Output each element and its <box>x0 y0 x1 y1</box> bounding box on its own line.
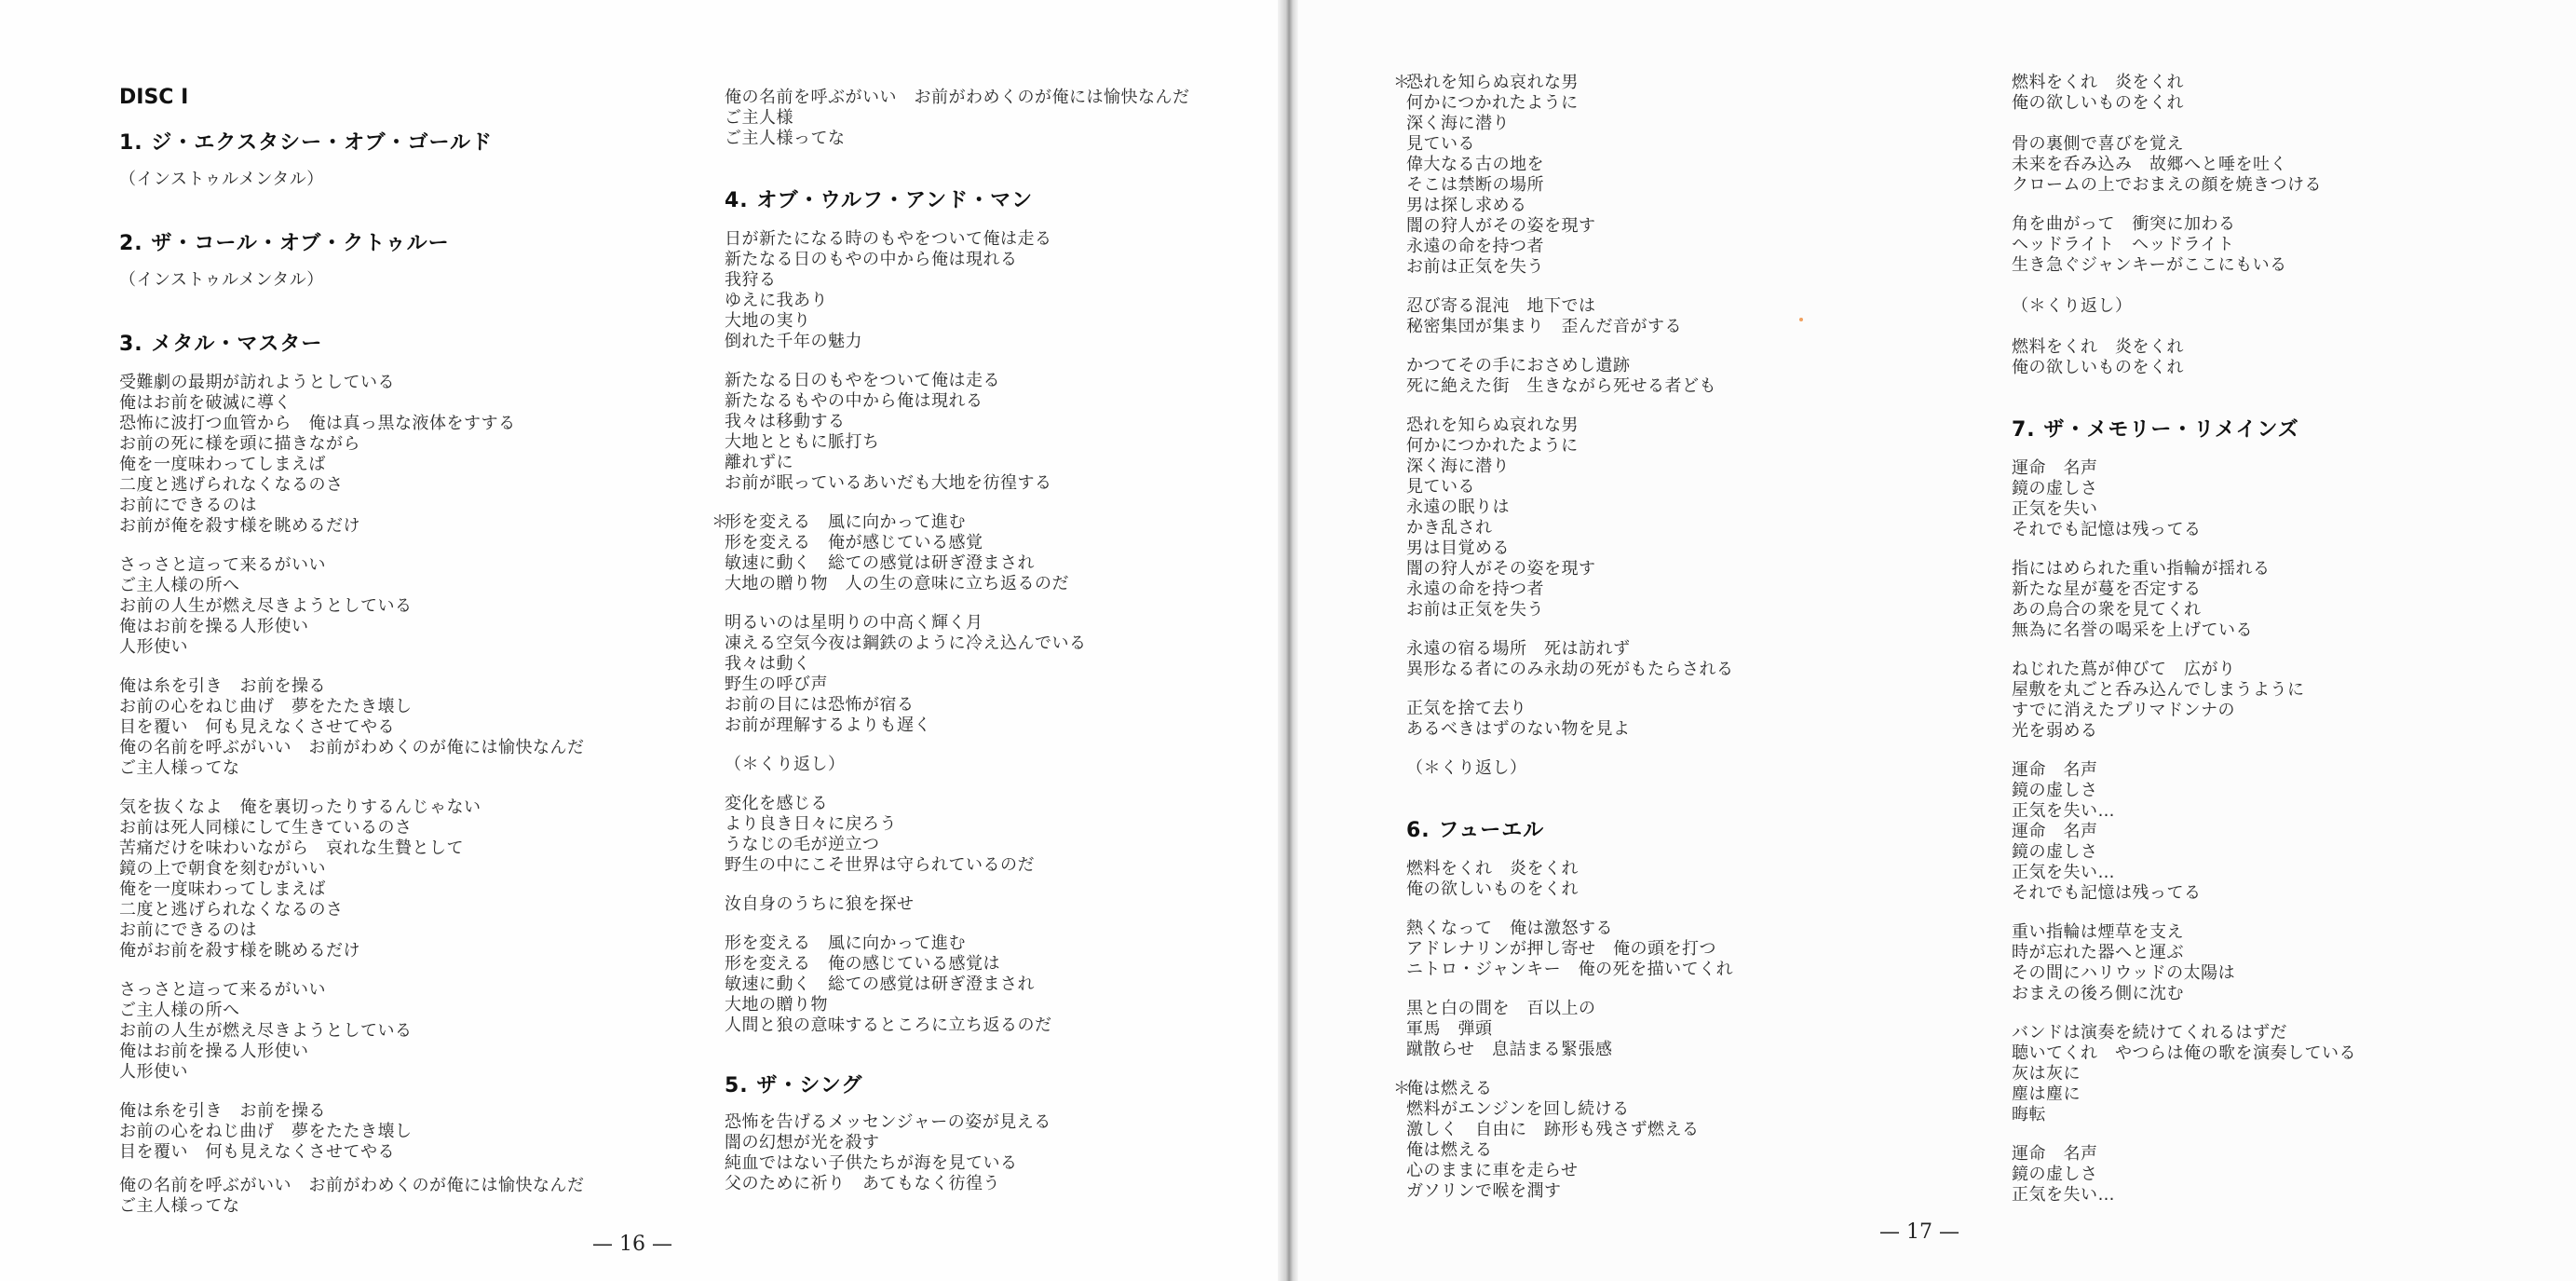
lyric-line: 受難劇の最期が訪れようとしている <box>119 373 395 392</box>
lyric-line: 心のままに車を走らせ <box>1406 1161 1579 1180</box>
lyric-line: ご主人様の所へ <box>119 1001 240 1020</box>
lyric-line: 正気を失い <box>2012 499 2098 519</box>
lyric-line: お前にできるのは <box>119 496 257 515</box>
lyric-line: 熱くなって 俺は激怒する <box>1406 919 1613 938</box>
lyric-line: 角を曲がって 衝突に加わる <box>2012 214 2236 234</box>
lyric-line: 日が新たになる時のもやをついて俺は走る <box>725 229 1052 249</box>
lyric-line: 闇の狩人がその姿を現す <box>1406 216 1596 236</box>
lyric-line: 男は目覚める <box>1406 538 1510 558</box>
lyric-line: 塵は塵に <box>2012 1084 2081 1104</box>
lyric-line: お前の目には恐怖が宿る <box>725 695 915 715</box>
book-spine-fold <box>1278 0 1298 1281</box>
track-heading-4: 4. オブ・ウルフ・アンド・マン <box>725 189 1034 212</box>
lyric-line-starred <box>1393 1079 1493 1099</box>
lyric-line: 指にはめられた重い指輪が揺れる <box>2012 559 2271 579</box>
lyric-line: 目を覆い 何も見えなくさせてやる <box>119 717 395 737</box>
lyric-line: 永遠の宿る場所 死は訪れず <box>1406 639 1631 659</box>
lyric-line: 明るいのは星明りの中高く輝く月 <box>725 613 983 633</box>
lyric-line: 蹴散らせ 息詰まる緊張感 <box>1406 1040 1613 1059</box>
lyric-line: 大地とともに脈打ち <box>725 432 880 452</box>
lyric-line: ご主人様ってな <box>119 758 240 778</box>
lyric-line: 大地の実り <box>725 311 811 331</box>
lyric-line: お前は正気を失う <box>1406 600 1544 620</box>
lyric-line: 父のために祈り あてもなく彷徨う <box>725 1174 1000 1193</box>
repeat-note: （＊くり返し） <box>725 755 846 774</box>
lyric-line: お前の心をねじ曲げ 夢をたたき壊し <box>119 1122 413 1141</box>
lyric-text: 形を変える 風に向かって進む <box>725 512 966 532</box>
lyric-line: 時が忘れた器へと運ぶ <box>2012 943 2184 962</box>
page-number-left: — 16 — <box>592 1233 672 1256</box>
lyric-line: ご主人様の所へ <box>119 576 240 595</box>
track-heading-6: 6. フューエル <box>1406 819 1545 842</box>
lyric-text: 恐れを知らぬ哀れな男 <box>1406 73 1579 92</box>
lyric-line: 汝自身のうちに狼を探せ <box>725 894 915 914</box>
lyric-line: 俺を一度味わってしまえば <box>119 455 326 474</box>
lyric-line: さっさと這って来るがいい <box>119 555 326 575</box>
lyric-line: それでも記憶は残ってる <box>2012 520 2202 539</box>
lyric-line: お前にできるのは <box>119 920 257 940</box>
lyric-line: 俺の欲しいものをくれ <box>2012 358 2184 377</box>
lyric-line: 俺は糸を引き お前を操る <box>119 676 326 696</box>
lyric-line: ヘッドライト ヘッドライト <box>2012 235 2235 254</box>
lyric-line: 重い指輪は煙草を支え <box>2012 922 2184 942</box>
lyric-line: 屋敷を丸ごと呑み込んでしまうように <box>2012 680 2305 700</box>
lyric-line: お前が眠っているあいだも大地を彷徨する <box>725 473 1052 493</box>
lyric-line: ねじれた蔦が伸びて 広がり <box>2012 660 2236 679</box>
lyric-line: ご主人様ってな <box>119 1196 240 1216</box>
lyric-line: 我々は移動する <box>725 412 846 431</box>
lyric-line: お前は正気を失う <box>1406 257 1544 277</box>
track-heading-3: 3. メタル・マスター <box>119 333 323 356</box>
lyric-line: 正気を失い… <box>2012 1185 2115 1205</box>
lyric-line: すでに消えたプリマドンナの <box>2012 701 2235 720</box>
lyric-line: クロームの上でおまえの顔を焼きつける <box>2012 175 2322 195</box>
lyric-line: 倒れた千年の魅力 <box>725 332 862 351</box>
track-note-1: （インストゥルメンタル） <box>119 170 324 189</box>
lyric-line: 苦痛だけを味わいながら 哀れな生贄として <box>119 838 464 858</box>
lyric-line: 野生の中にこそ世界は守られているのだ <box>725 855 1035 875</box>
lyric-line: 何かにつかれたように <box>1406 436 1579 456</box>
lyric-line: 形を変える 俺の感じている感覚は <box>725 954 1000 974</box>
lyric-line: 骨の裏側で喜びを覚え <box>2012 134 2184 154</box>
lyric-line: うなじの毛が逆立つ <box>725 835 880 854</box>
lyric-line: 正気を失い… <box>2012 863 2115 882</box>
lyric-line: 俺の名前を呼ぶがいい お前がわめくのが俺には愉快なんだ <box>725 88 1190 107</box>
lyric-line: 男は探し求める <box>1406 196 1527 215</box>
track-note-2: （インストゥルメンタル） <box>119 270 324 290</box>
lyric-line: 激しく 自由に 跡形も残さず燃える <box>1406 1120 1700 1139</box>
lyric-line: 恐怖に波打つ血管から 俺は真っ黒な液体をすする <box>119 414 516 433</box>
lyric-line: 凍える空気今夜は鋼鉄のように冷え込んでいる <box>725 634 1087 653</box>
lyric-line: 俺は糸を引き お前を操る <box>119 1101 326 1121</box>
lyric-line: 異形なる者にのみ永劫の死がもたらされる <box>1406 660 1734 679</box>
lyric-line: 深く海に潜り <box>1406 114 1510 133</box>
lyric-line: お前は死人同様にして生きているのさ <box>119 818 413 838</box>
lyric-line: それでも記憶は残ってる <box>2012 883 2202 903</box>
lyric-line: ご主人様ってな <box>725 129 846 148</box>
lyric-line: 燃料をくれ 炎をくれ <box>2012 337 2184 357</box>
lyric-line: 変化を感じる <box>725 794 828 813</box>
lyric-line: 永遠の命を持つ者 <box>1406 237 1544 256</box>
lyric-line: 俺は燃える <box>1406 1140 1493 1160</box>
lyric-line: お前の人生が燃え尽きようとしている <box>119 596 413 616</box>
lyric-line: 新たなるもやの中から俺は現れる <box>725 391 983 411</box>
lyric-line: 俺がお前を殺す様を眺めるだけ <box>119 941 360 961</box>
lyric-line: 聴いてくれ やつらは俺の歌を演奏している <box>2012 1043 2356 1063</box>
lyric-line: ガソリンで喉を潤す <box>1406 1181 1562 1201</box>
left-page <box>0 0 1285 1281</box>
lyric-line: 忍び寄る混沌 地下では <box>1406 296 1596 316</box>
lyric-line: 二度と逃げられなくなるのさ <box>119 475 344 495</box>
lyric-line: 新たな星が蔓を否定する <box>2012 579 2202 599</box>
lyric-line: 鏡の虚しさ <box>2012 781 2098 800</box>
lyric-line: 軍馬 弾頭 <box>1406 1019 1493 1039</box>
lyric-line: 俺の欲しいものをくれ <box>2012 93 2184 113</box>
lyric-line: 大地の贈り物 <box>725 995 828 1015</box>
lyric-line: 鏡の上で朝食を刻むがいい <box>119 859 326 879</box>
chorus-star-mark: ＊ <box>1393 73 1411 92</box>
lyric-line: 形を変える 風に向かって進む <box>725 933 966 953</box>
repeat-note: （＊くり返し） <box>2012 296 2133 316</box>
lyric-line: 生き急ぐジャンキーがここにもいる <box>2012 255 2287 275</box>
lyric-line: おまえの後ろ側に沈む <box>2012 984 2184 1003</box>
lyric-line: 目を覆い 何も見えなくさせてやる <box>119 1142 395 1162</box>
lyric-line: 永遠の眠りは <box>1406 497 1510 517</box>
lyric-line: 俺を一度味わってしまえば <box>119 879 326 899</box>
lyric-line: 俺の名前を呼ぶがいい お前がわめくのが俺には愉快なんだ <box>119 738 585 757</box>
lyric-line: 闇の幻想が光を殺す <box>725 1133 880 1152</box>
lyric-line: 人形使い <box>119 1062 188 1082</box>
lyric-line: 死に絶えた街 生きながら死せる者ども <box>1406 376 1716 396</box>
track-heading-5: 5. ザ・シング <box>725 1074 863 1097</box>
repeat-note: （＊くり返し） <box>1406 758 1527 778</box>
print-speck <box>1799 318 1803 321</box>
lyric-line: あるべきはずのない物を見よ <box>1406 719 1631 739</box>
lyric-line: その間にハリウッドの太陽は <box>2012 963 2236 983</box>
lyric-line: 深く海に潜り <box>1406 457 1510 476</box>
lyric-line: お前が理解するよりも遅く <box>725 715 931 735</box>
chorus-star-mark: ＊ <box>1393 1079 1411 1098</box>
track-heading-2: 2. ザ・コール・オブ・クトゥルー <box>119 232 450 255</box>
lyric-line: 秘密集団が集まり 歪んだ音がする <box>1406 317 1682 336</box>
lyric-line: 恐怖を告げるメッセンジャーの姿が見える <box>725 1112 1051 1132</box>
lyric-line: 偉大なる古の地を <box>1406 155 1544 174</box>
lyric-line: 鏡の虚しさ <box>2012 1165 2098 1184</box>
lyric-line: アドレナリンが押し寄せ 俺の頭を打つ <box>1406 939 1716 959</box>
lyric-line: ゆえに我あり <box>725 291 828 310</box>
lyric-line: 俺の名前を呼ぶがいい お前がわめくのが俺には愉快なんだ <box>119 1176 585 1195</box>
chorus-star-mark: ＊ <box>712 512 729 532</box>
lyric-line-starred <box>1393 73 1579 93</box>
lyric-line: 正気を捨て去り <box>1406 699 1527 718</box>
lyric-line: 見ている <box>1406 477 1475 497</box>
lyric-line: 灰は灰に <box>2012 1064 2081 1083</box>
lyric-line: 俺の欲しいものをくれ <box>1406 879 1579 899</box>
lyric-line: 敏速に動く 総ての感覚は研ぎ澄まされ <box>725 974 1035 994</box>
lyric-line: 運命 名声 <box>2012 760 2098 780</box>
lyric-line: 黒と白の間を 百以上の <box>1406 999 1596 1018</box>
lyric-line: 闇の狩人がその姿を現す <box>1406 559 1596 579</box>
lyric-line: お前が俺を殺す様を眺めるだけ <box>119 516 360 536</box>
lyric-line: 燃料がエンジンを回し続ける <box>1406 1099 1630 1119</box>
lyric-line: より良き日々に戻ろう <box>725 814 897 834</box>
lyric-line: 無為に名誉の喝采を上げている <box>2012 620 2253 640</box>
lyric-line: 鏡の虚しさ <box>2012 479 2098 498</box>
lyric-line: お前の人生が燃え尽きようとしている <box>119 1021 413 1041</box>
lyric-line: 気を抜くなよ 俺を裏切ったりするんじゃない <box>119 797 481 817</box>
lyric-line: 二度と逃げられなくなるのさ <box>119 900 344 920</box>
lyric-line: 大地の贈り物 人の生の意味に立ち返るのだ <box>725 574 1069 593</box>
track-heading-1: 1. ジ・エクスタシー・オブ・ゴールド <box>119 131 494 155</box>
lyric-line: 晦転 <box>2012 1105 2046 1124</box>
lyric-line: お前の心をねじ曲げ 夢をたたき壊し <box>119 697 413 716</box>
lyric-line: 我々は動く <box>725 654 811 674</box>
lyric-line: 永遠の命を持つ者 <box>1406 579 1544 599</box>
lyric-line: 光を弱める <box>2012 721 2098 741</box>
lyric-line: ニトロ・ジャンキー 俺の死を描いてくれ <box>1406 960 1734 979</box>
lyric-line: かつてその手におさめし遺跡 <box>1406 356 1631 375</box>
lyric-line: 鏡の虚しさ <box>2012 842 2098 862</box>
lyric-line: 正気を失い… <box>2012 801 2115 821</box>
lyric-line: 形を変える 俺が感じている感覚 <box>725 533 983 552</box>
lyric-line: 新たなる日のもやの中から俺は現れる <box>725 250 1018 269</box>
lyric-line: 俺はお前を操る人形使い <box>119 1042 309 1061</box>
lyric-line: 我狩る <box>725 270 777 290</box>
lyric-line: 見ている <box>1406 134 1475 154</box>
lyric-line: 野生の呼び声 <box>725 675 828 694</box>
lyric-line: あの烏合の衆を見てくれ <box>2012 600 2202 620</box>
lyric-line: 何かにつかれたように <box>1406 93 1579 113</box>
lyric-line: 離れずに <box>725 453 793 472</box>
lyric-line: 人形使い <box>119 637 188 657</box>
lyric-line: 人間と狼の意味するところに立ち返るのだ <box>725 1015 1052 1035</box>
lyric-line: 俺はお前を操る人形使い <box>119 617 309 636</box>
page-number-right: — 17 — <box>1879 1220 1959 1244</box>
lyric-line: 運命 名声 <box>2012 1144 2098 1164</box>
disc-title: DISC I <box>119 86 189 109</box>
lyric-line: ご主人様 <box>725 108 793 128</box>
lyric-line-starred <box>712 512 966 533</box>
lyric-text: 俺は燃える <box>1406 1079 1493 1098</box>
lyric-line: 燃料をくれ 炎をくれ <box>1406 859 1579 879</box>
track-heading-7: 7. ザ・メモリー・リメインズ <box>2012 418 2299 442</box>
lyric-line: 恐れを知らぬ哀れな男 <box>1406 416 1579 435</box>
lyric-line: そこは禁断の場所 <box>1406 175 1544 195</box>
lyric-line: さっさと這って来るがいい <box>119 980 326 1000</box>
lyric-line: 運命 名声 <box>2012 458 2098 478</box>
lyric-line: 未来を呑み込み 故郷へと唾を吐く <box>2012 155 2287 174</box>
lyric-line: 燃料をくれ 炎をくれ <box>2012 73 2184 92</box>
lyric-line: かき乱され <box>1406 518 1493 538</box>
lyric-line: 新たなる日のもやをついて俺は走る <box>725 371 1000 390</box>
lyric-line: 俺はお前を破滅に導く <box>119 393 291 413</box>
lyric-line: 運命 名声 <box>2012 822 2098 841</box>
lyric-line: 純血ではない子供たちが海を見ている <box>725 1153 1018 1173</box>
lyric-line: お前の死に様を頭に描きながら <box>119 434 360 454</box>
lyric-line: 敏速に動く 総ての感覚は研ぎ澄まされ <box>725 553 1035 573</box>
lyric-line: バンドは演奏を続けてくれるはずだ <box>2012 1023 2287 1043</box>
